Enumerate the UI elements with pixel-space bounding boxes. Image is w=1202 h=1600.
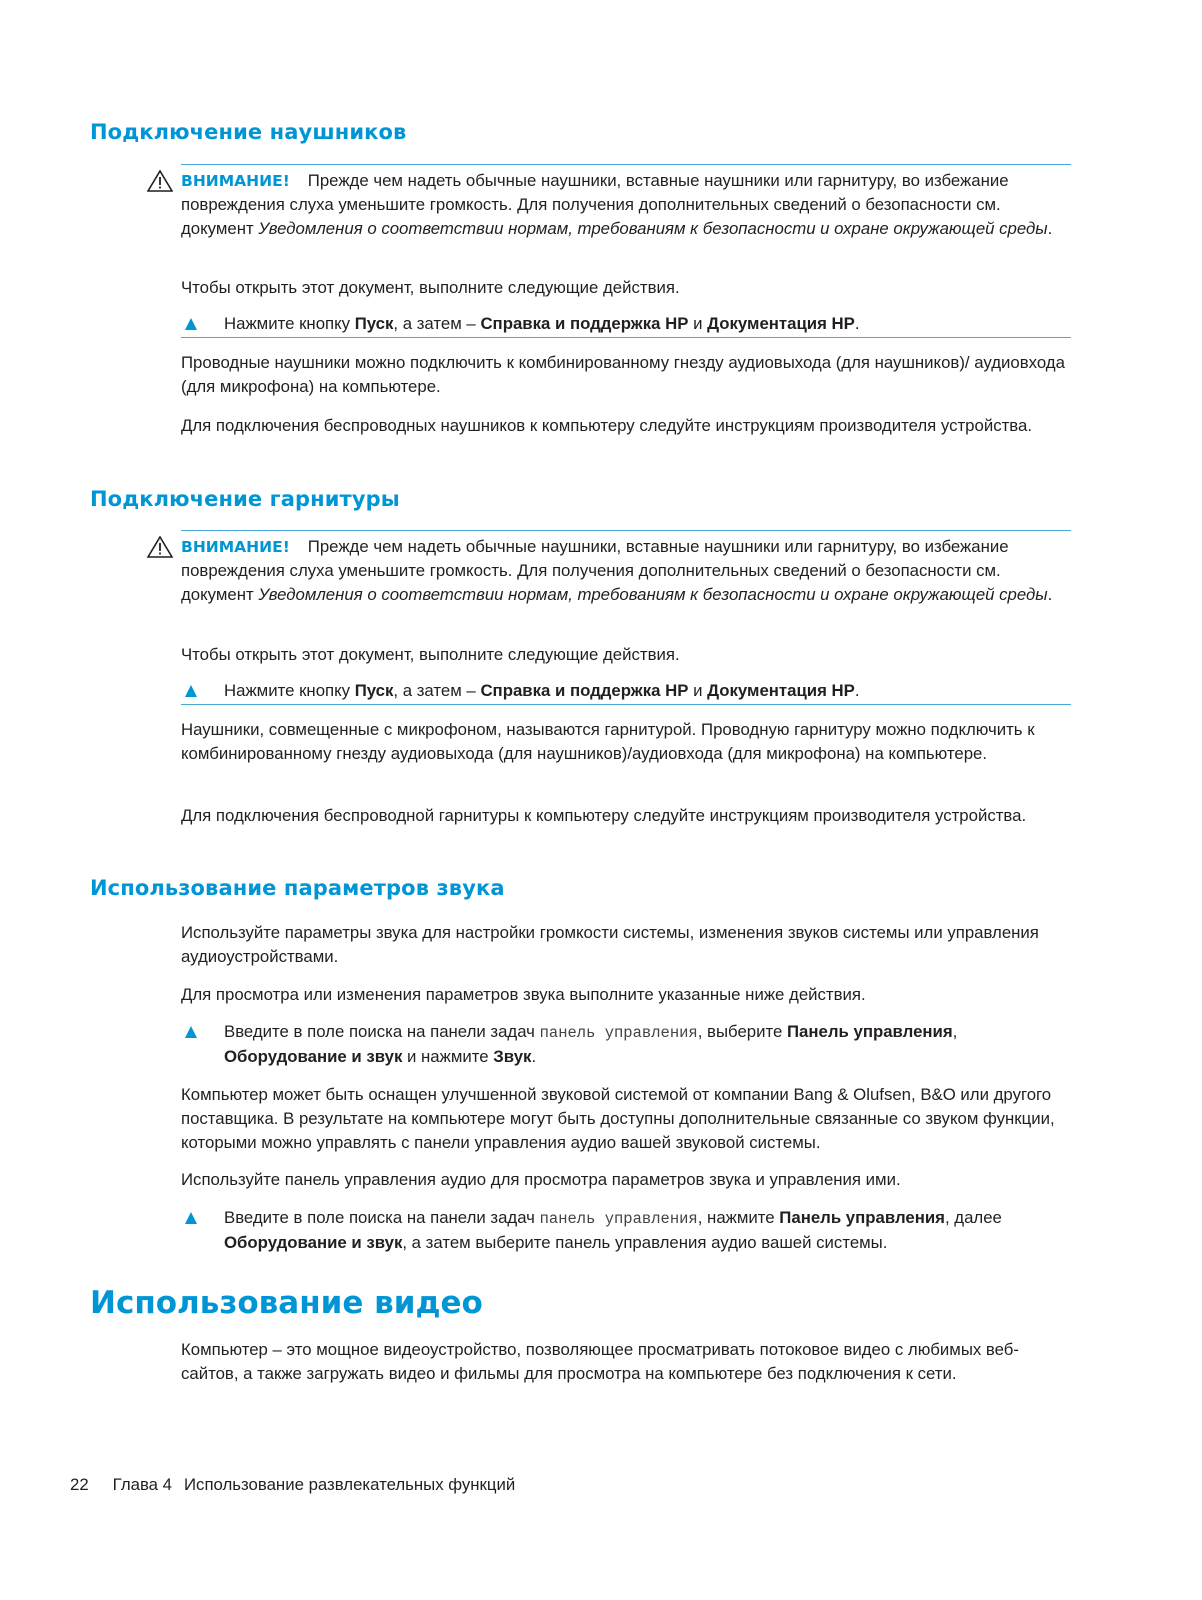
step-instruction bbox=[224, 679, 1074, 703]
document-title: Уведомления о соответствии нормам, требованиям к безопасности и охране окружающей среды bbox=[258, 219, 1048, 238]
paragraph: Для просмотра или изменения параметров звука выполните указанные ниже действия. bbox=[181, 985, 866, 1004]
step-instruction bbox=[224, 1206, 1074, 1255]
step-triangle-icon bbox=[184, 684, 198, 698]
control-panel-label: Панель управления bbox=[787, 1022, 953, 1041]
step-and: и bbox=[688, 314, 708, 333]
step-mid: , нажмите bbox=[697, 1208, 780, 1227]
warning-top-rule bbox=[181, 530, 1071, 531]
paragraph: Для подключения беспроводных наушников к компьютеру следуйте инструкциям производителя устройства. bbox=[181, 416, 1033, 435]
paragraph: Компьютер – это мощное видеоустройство, позволяющее просматривать потоковое видео с любимых веб-сайтов, а также загружать видео и фильмы для просмотра на компьютере без подключения к сети. bbox=[181, 1340, 1020, 1383]
step-mid: , а затем – bbox=[393, 681, 481, 700]
paragraph: Используйте панель управления аудио для просмотра параметров звука и управления ими. bbox=[181, 1170, 901, 1189]
start-button-label: Пуск bbox=[354, 314, 394, 333]
section-title-headset: Подключение гарнитуры bbox=[90, 487, 400, 511]
page-footer bbox=[70, 1474, 515, 1496]
control-panel-label: Панель управления bbox=[779, 1208, 945, 1227]
step-triangle-icon bbox=[184, 1025, 198, 1039]
step-and: и bbox=[688, 681, 708, 700]
warning-text: Прежде чем надеть обычные наушники, вставные наушники или гарнитуру, во избежание повреждения слуха уменьшите громкость. Для получения дополнительных сведений о безопасности см. документ bbox=[181, 537, 1009, 604]
help-support-label: Справка и поддержка HP bbox=[480, 681, 689, 700]
step-pre: Введите в поле поиска на панели задач bbox=[224, 1208, 540, 1227]
step-mid: , выберите bbox=[697, 1022, 787, 1041]
warning-end: . bbox=[1047, 219, 1053, 238]
warning-block-headset bbox=[181, 535, 1076, 607]
search-query-text: панель управления bbox=[539, 1210, 698, 1228]
paragraph: Используйте параметры звука для настройки громкости системы, изменения звуков системы или управления аудиоустройствами. bbox=[181, 923, 1039, 966]
step-end: . bbox=[854, 681, 860, 700]
step-instruction bbox=[224, 312, 1074, 336]
warning-bottom-rule bbox=[181, 704, 1071, 705]
step-mid: , а затем – bbox=[393, 314, 481, 333]
step-triangle-icon bbox=[184, 1211, 198, 1225]
warning-bottom-rule bbox=[181, 337, 1071, 338]
document-title: Уведомления о соответствии нормам, требованиям к безопасности и охране окружающей среды bbox=[258, 585, 1048, 604]
warning-label: ВНИМАНИЕ! bbox=[181, 538, 290, 556]
warning-label: ВНИМАНИЕ! bbox=[181, 172, 290, 190]
step-end: , а затем выберите панель управления аудио вашей системы. bbox=[402, 1233, 888, 1252]
help-support-label: Справка и поддержка HP bbox=[480, 314, 689, 333]
step-and: и нажмите bbox=[402, 1047, 494, 1066]
warning-triangle-icon bbox=[147, 170, 173, 192]
open-document-text: Чтобы открыть этот документ, выполните следующие действия. bbox=[181, 278, 680, 297]
step-pre: Введите в поле поиска на панели задач bbox=[224, 1022, 540, 1041]
step-instruction bbox=[224, 1020, 1074, 1069]
start-button-label: Пуск bbox=[354, 681, 394, 700]
warning-text: Прежде чем надеть обычные наушники, вставные наушники или гарнитуру, во избежание повреждения слуха уменьшите громкость. Для получения дополнительных сведений о безопасности см. документ bbox=[181, 171, 1009, 238]
warning-triangle-icon bbox=[147, 536, 173, 558]
warning-block-headphones bbox=[181, 169, 1076, 241]
hp-docs-label: Документация HP bbox=[707, 681, 855, 700]
open-document-text: Чтобы открыть этот документ, выполните следующие действия. bbox=[181, 645, 680, 664]
paragraph: Компьютер может быть оснащен улучшенной звуковой системой от компании Bang & Olufsen, B&O или другого поставщика. В результате на компьютере могут быть доступны дополнительные связанные со звуком функции, которыми можно управлять с панели управления аудио вашей звуковой системы. bbox=[181, 1085, 1055, 1152]
warning-end: . bbox=[1047, 585, 1053, 604]
chapter-heading-video: Использование видео bbox=[90, 1285, 483, 1321]
chapter-title: Использование развлекательных функций bbox=[184, 1475, 516, 1494]
step-end: . bbox=[531, 1047, 537, 1066]
step-triangle-icon bbox=[184, 317, 198, 331]
hp-docs-label: Документация HP bbox=[707, 314, 855, 333]
paragraph: Для подключения беспроводной гарнитуры к компьютеру следуйте инструкциям производителя устройства. bbox=[181, 806, 1027, 825]
sound-label: Звук bbox=[493, 1047, 532, 1066]
hardware-sound-label: Оборудование и звук bbox=[224, 1233, 403, 1252]
paragraph: Наушники, совмещенные с микрофоном, называются гарнитурой. Проводную гарнитуру можно подключить к комбинированному гнезду аудиовыхода (для наушников)/аудиовхода (для микрофона) на компьютере. bbox=[181, 720, 1035, 763]
warning-top-rule bbox=[181, 164, 1071, 165]
step-end: . bbox=[854, 314, 860, 333]
step-comma: , bbox=[952, 1022, 958, 1041]
step-next: , далее bbox=[944, 1208, 1002, 1227]
chapter-label: Глава 4 bbox=[112, 1475, 172, 1494]
paragraph: Проводные наушники можно подключить к комбинированному гнезду аудиовыхода (для наушников)/ аудиовхода (для микрофона) на компьютере. bbox=[181, 353, 1065, 396]
page-number: 22 bbox=[70, 1475, 89, 1494]
step-pre: Нажмите кнопку bbox=[224, 314, 355, 333]
hardware-sound-label: Оборудование и звук bbox=[224, 1047, 403, 1066]
step-pre: Нажмите кнопку bbox=[224, 681, 355, 700]
section-title-sound: Использование параметров звука bbox=[90, 876, 505, 900]
search-query-text: панель управления bbox=[539, 1024, 698, 1042]
section-title-headphones: Подключение наушников bbox=[90, 120, 407, 144]
